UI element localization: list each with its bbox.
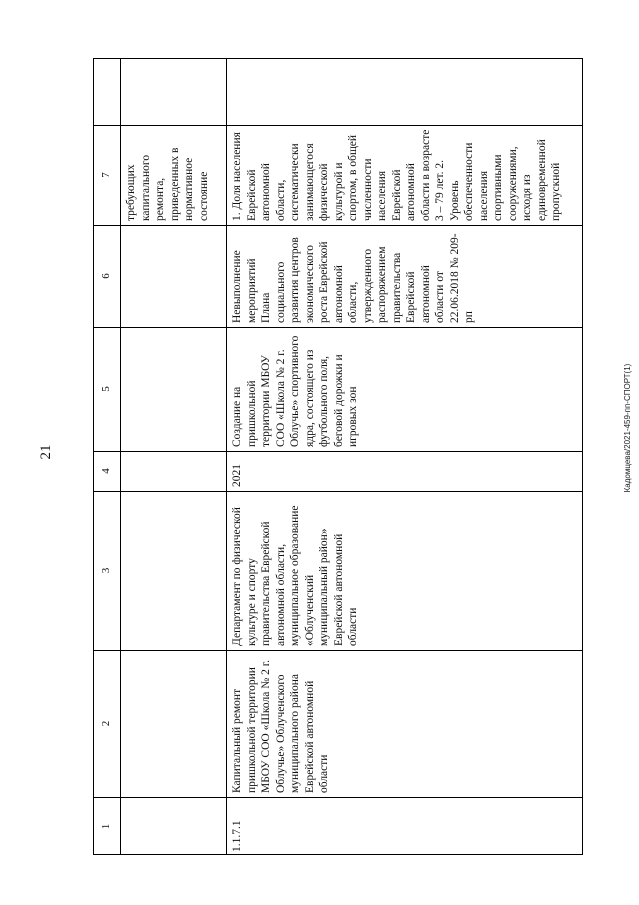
data-table — [93, 58, 583, 855]
header-col-7: 7 — [100, 172, 112, 178]
header-col-1: 1 — [100, 823, 112, 830]
header-col-6: 6 — [100, 273, 112, 279]
header-col-4: 4 — [100, 468, 112, 474]
row-col-4-year: 2021 — [231, 464, 243, 487]
continuation-divider — [226, 59, 227, 854]
document-id-note: Кадомцева/2021-459-пп-СПОРТ(1) — [623, 363, 632, 493]
header-col-3: 3 — [100, 567, 112, 574]
header-col-5: 5 — [100, 386, 112, 392]
header-col-2: 2 — [100, 720, 112, 727]
row-col-6-consequences: Невыполнение мероприятий Плана социального развития центров экономического роста Еврейской автономной области, утвержденного распоряжением правительства Еврейской автономной области от 22.06.2018 № 209-рп — [231, 233, 475, 323]
row-col-2-event: Капитальный ремонт пришкольной территории МБОУ СОО «Школа № 2 г. Облучье» Облученского муниципального района Еврейской автономной области — [231, 659, 330, 793]
page-number: 21 — [38, 444, 54, 460]
continuation-col-7: требующих капитального ремонта, приведенных в нормативное состояние — [125, 147, 210, 221]
row-col-5-result: Создание на пришкольной территории МБОУ СОО «Школа № 2 г. Облучье» спортивного ядра, состоящего из футбольного поля, беговой дорожки и игровых зон — [231, 335, 359, 447]
header-divider — [120, 59, 121, 854]
row-col-3-executor: Департамент по физической культуре и спорту правительства Еврейской автономной области, муниципальное образование «Облученский муниципальный район» Еврейской автономной области — [231, 505, 359, 646]
row-col-1-number: 1.1.7.1 — [231, 820, 243, 852]
row-col-7-indicators: 1. Доля населения Еврейской автономной области, систематически занимающегося физической культурой и спортом, в общей численности населения Еврейской автономной области в возрасте 3 – 79 лет. 2. Уровень обеспеченности населения спортивными сооружениями, исходя из единовременной пропускной — [231, 129, 562, 221]
